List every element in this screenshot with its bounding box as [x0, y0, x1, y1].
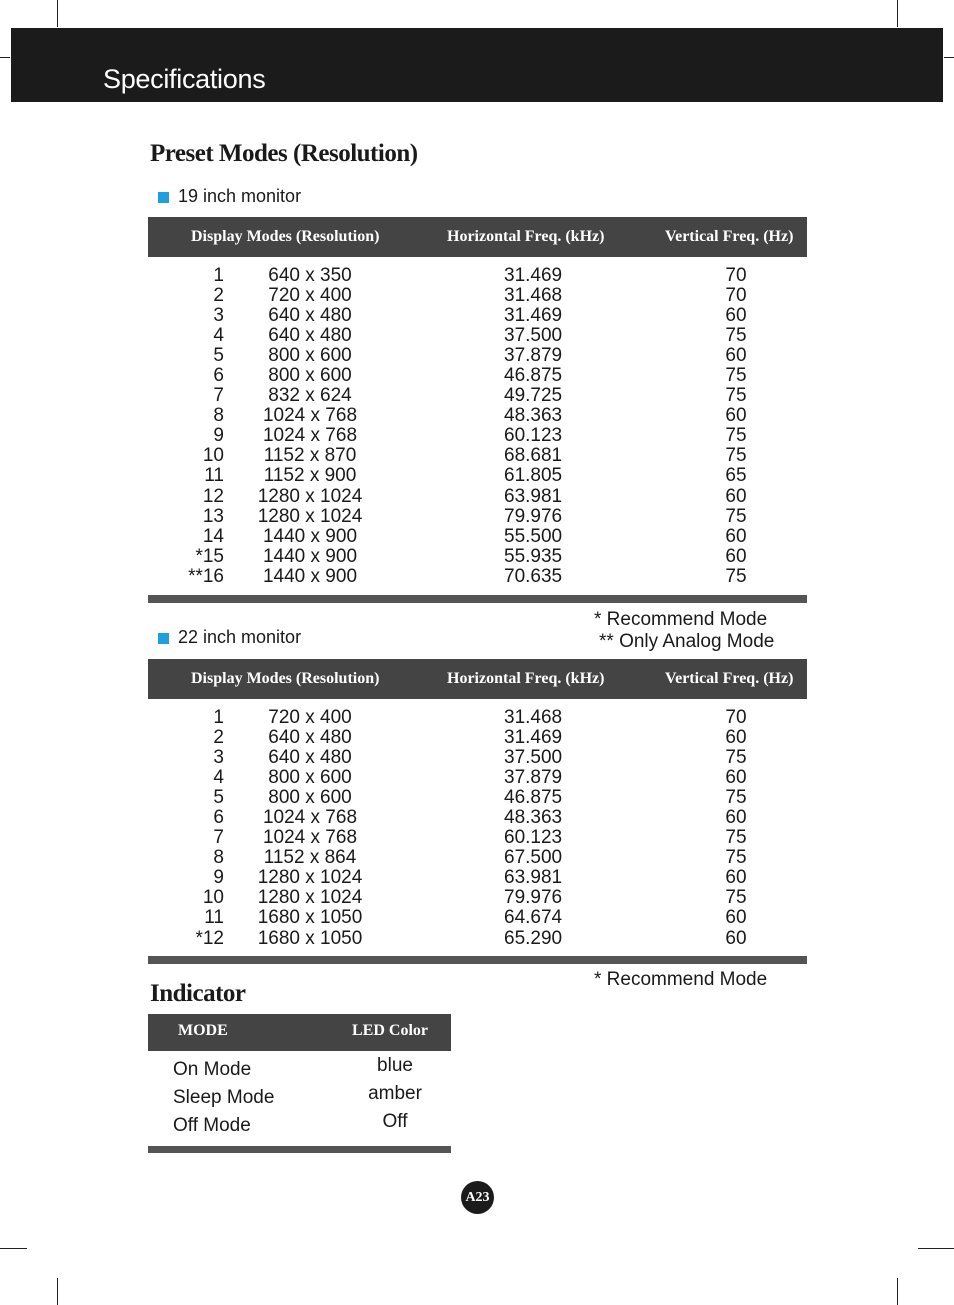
- indicator-led-column: [355, 1052, 435, 1136]
- table-cell: *12: [195, 927, 224, 949]
- monitor-19-label: 19 inch monitor: [178, 186, 302, 206]
- table-cell: 11: [204, 907, 224, 929]
- table-cell: 75: [725, 325, 747, 347]
- table-cell: 1152 x 864: [263, 847, 357, 869]
- bullet-icon: [158, 192, 169, 203]
- table-cell: 75: [725, 747, 747, 769]
- table-cell: 70.635: [504, 565, 563, 587]
- crop-mark: [0, 57, 10, 58]
- table-cell: 1024 x 768: [262, 807, 358, 829]
- table-cell: 7: [213, 385, 224, 407]
- table-cell: 14: [202, 525, 224, 547]
- table-cell: 6: [213, 365, 224, 387]
- table-cell: 1: [213, 707, 224, 728]
- table-cell: 75: [725, 385, 747, 407]
- table-19-num-column: [144, 266, 224, 587]
- table-cell: 9: [213, 425, 224, 447]
- table-cell: 1024 x 768: [262, 405, 358, 427]
- table-22-header: [148, 659, 807, 699]
- table-22-resolution-column: [240, 708, 380, 949]
- header-led-color: LED Color: [352, 1022, 428, 1039]
- table-cell: 8: [213, 847, 224, 869]
- table-19-header: [148, 217, 807, 257]
- table-cell: 1152 x 900: [263, 465, 357, 487]
- table-cell: 6: [213, 807, 224, 829]
- table-cell: 832 x 624: [268, 385, 352, 407]
- table-cell: 31.469: [504, 265, 563, 286]
- table-cell: 49.725: [504, 385, 563, 407]
- table-cell: 68.681: [504, 445, 563, 467]
- table-cell: 640 x 480: [268, 747, 352, 769]
- header-display-modes: Display Modes (Resolution): [191, 228, 380, 245]
- table-cell: 60: [725, 525, 747, 547]
- table-cell: 5: [213, 787, 224, 809]
- table-cell: 31.469: [504, 727, 563, 749]
- table-cell: 37.500: [504, 747, 563, 769]
- table-cell: 65: [725, 465, 747, 487]
- table-cell: 800 x 600: [268, 787, 352, 809]
- table-cell: 60: [725, 727, 747, 749]
- header-horizontal-freq: Horizontal Freq. (kHz): [447, 670, 605, 687]
- table-cell: Off: [382, 1111, 408, 1132]
- table-cell: 48.363: [504, 405, 563, 427]
- table-cell: 79.976: [504, 505, 563, 527]
- table-cell: 60: [725, 907, 747, 929]
- table-cell: 640 x 350: [268, 265, 352, 286]
- header-horizontal-freq: Horizontal Freq. (kHz): [447, 228, 605, 245]
- table-cell: 3: [213, 305, 224, 327]
- table-cell: 37.879: [504, 345, 563, 367]
- table-cell: 75: [725, 565, 747, 587]
- table-cell: 70: [725, 707, 747, 728]
- indicator-title: Indicator: [150, 980, 246, 1007]
- table-cell: 60.123: [504, 827, 563, 849]
- table-cell: 60.123: [504, 425, 563, 447]
- note-only-analog-mode: ** Only Analog Mode: [599, 631, 775, 652]
- table-22-num-column: [144, 708, 224, 949]
- crop-mark: [57, 1278, 58, 1305]
- table-cell: 55.935: [504, 545, 563, 567]
- table-cell: 4: [213, 325, 224, 347]
- table-cell: 75: [725, 827, 747, 849]
- page-header-title: Specifications: [103, 64, 266, 94]
- table-cell: 37.500: [504, 325, 563, 347]
- indicator-footer-rule: [148, 1146, 451, 1153]
- table-cell: 4: [213, 767, 224, 789]
- table-cell: 1440 x 900: [262, 525, 358, 547]
- table-cell: 60: [725, 767, 747, 789]
- table-cell: 1024 x 768: [262, 827, 358, 849]
- table-cell: 37.879: [504, 767, 563, 789]
- table-cell: 800 x 600: [268, 767, 352, 789]
- header-mode: MODE: [178, 1022, 228, 1039]
- table-cell: 79.976: [504, 887, 563, 909]
- table-cell: 1680 x 1050: [257, 927, 363, 949]
- table-cell: 63.981: [504, 867, 563, 889]
- table-cell: 65.290: [504, 927, 563, 949]
- table-cell: 1024 x 768: [262, 425, 358, 447]
- indicator-mode-column: [173, 1056, 274, 1140]
- table-cell: 46.875: [504, 365, 563, 387]
- table-cell: 1280 x 1024: [257, 505, 363, 527]
- table-cell: 800 x 600: [268, 345, 352, 367]
- header-vertical-freq: Vertical Freq. (Hz): [665, 670, 794, 687]
- table-cell: 2: [213, 285, 224, 307]
- table-cell: 70: [725, 285, 747, 307]
- indicator-table-header: [148, 1014, 451, 1051]
- table-cell: 75: [725, 847, 747, 869]
- table-22-footer-rule: [148, 956, 807, 964]
- table-cell: 60: [725, 867, 747, 889]
- crop-mark: [897, 1278, 898, 1305]
- table-cell: 1280 x 1024: [257, 485, 363, 507]
- table-cell: 31.469: [504, 305, 563, 327]
- table-cell: 9: [213, 867, 224, 889]
- table-cell: 64.674: [504, 907, 563, 929]
- table-cell: 12: [202, 485, 224, 507]
- header-vertical-freq: Vertical Freq. (Hz): [665, 228, 794, 245]
- table-cell: 55.500: [504, 525, 563, 547]
- table-cell: 800 x 600: [268, 365, 352, 387]
- crop-mark: [918, 1248, 954, 1249]
- table-cell: 75: [725, 365, 747, 387]
- table-cell: 10: [202, 887, 224, 909]
- table-cell: 8: [213, 405, 224, 427]
- table-cell: 1280 x 1024: [257, 887, 363, 909]
- crop-mark: [897, 0, 898, 27]
- table-cell: Sleep Mode: [173, 1087, 275, 1108]
- note-recommend-mode: * Recommend Mode: [594, 969, 768, 990]
- table-cell: 60: [725, 485, 747, 507]
- crop-mark: [57, 0, 58, 27]
- table-cell: 60: [725, 405, 747, 427]
- table-cell: Off Mode: [173, 1115, 251, 1136]
- table-cell: 67.500: [504, 847, 563, 869]
- table-cell: 31.468: [504, 707, 563, 728]
- table-cell: 31.468: [504, 285, 563, 307]
- table-cell: 70: [725, 265, 747, 286]
- table-cell: 48.363: [504, 807, 563, 829]
- table-cell: 720 x 400: [268, 285, 352, 307]
- table-cell: **16: [188, 565, 224, 587]
- table-cell: 5: [213, 345, 224, 367]
- crop-mark: [0, 1248, 27, 1249]
- table-cell: 75: [725, 425, 747, 447]
- table-cell: 3: [213, 747, 224, 769]
- table-cell: 720 x 400: [268, 707, 352, 728]
- table-cell: On Mode: [173, 1059, 252, 1080]
- table-cell: 2: [213, 727, 224, 749]
- table-cell: 63.981: [504, 485, 563, 507]
- crop-mark: [944, 57, 954, 58]
- table-cell: 60: [725, 345, 747, 367]
- table-cell: 10: [202, 445, 224, 467]
- table-cell: amber: [368, 1083, 422, 1104]
- table-cell: 1: [213, 265, 224, 286]
- note-recommend-mode: * Recommend Mode: [594, 609, 768, 630]
- table-cell: 75: [725, 787, 747, 809]
- table-cell: 640 x 480: [268, 325, 352, 347]
- table-cell: 60: [725, 807, 747, 829]
- table-cell: 60: [725, 545, 747, 567]
- header-display-modes: Display Modes (Resolution): [191, 670, 380, 687]
- table-cell: 61.805: [504, 465, 563, 487]
- table-cell: 1152 x 870: [263, 445, 357, 467]
- table-cell: 1280 x 1024: [257, 867, 363, 889]
- table-cell: 60: [725, 305, 747, 327]
- monitor-22-label: 22 inch monitor: [178, 627, 302, 647]
- table-19-resolution-column: [240, 266, 380, 587]
- page-number-badge: A23: [461, 1181, 494, 1214]
- table-19-hfreq-column: [504, 266, 562, 587]
- preset-modes-title: Preset Modes (Resolution): [150, 140, 418, 167]
- table-19-footer-rule: [148, 595, 807, 603]
- table-cell: 13: [202, 505, 224, 527]
- table-cell: 46.875: [504, 787, 563, 809]
- table-cell: 75: [725, 887, 747, 909]
- table-22-hfreq-column: [504, 708, 562, 949]
- bullet-icon: [158, 633, 169, 644]
- table-cell: 60: [725, 927, 747, 949]
- table-cell: 640 x 480: [268, 305, 352, 327]
- table-cell: 75: [725, 505, 747, 527]
- table-cell: 75: [725, 445, 747, 467]
- table-cell: blue: [377, 1055, 413, 1076]
- table-cell: *15: [195, 545, 224, 567]
- table-22-vfreq-column: [716, 708, 756, 949]
- table-cell: 7: [213, 827, 224, 849]
- table-cell: 1440 x 900: [262, 545, 358, 567]
- table-cell: 640 x 480: [268, 727, 352, 749]
- table-cell: 11: [204, 465, 224, 487]
- table-cell: 1440 x 900: [262, 565, 358, 587]
- table-19-vfreq-column: [716, 266, 756, 587]
- table-cell: 1680 x 1050: [257, 907, 363, 929]
